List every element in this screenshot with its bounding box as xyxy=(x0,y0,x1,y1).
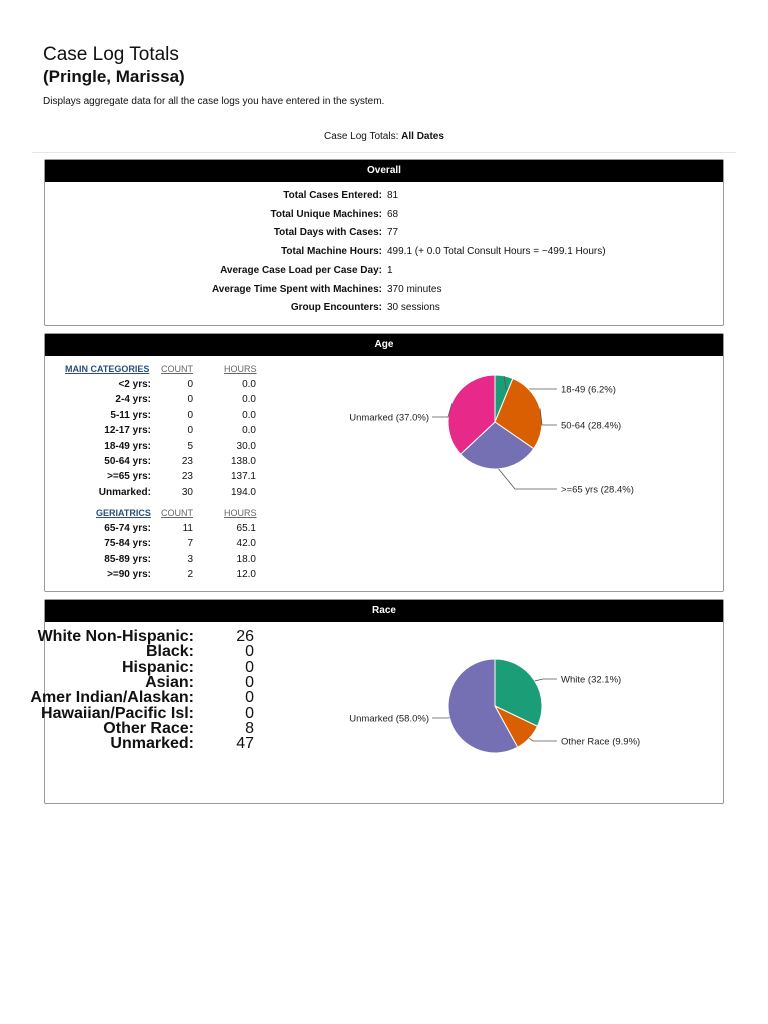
pie-leader-line xyxy=(432,403,452,417)
count-header[interactable]: COUNT xyxy=(161,364,193,374)
age-row-hours: 0.0 xyxy=(242,379,256,390)
pie-slice-label: 50-64 (28.4%) xyxy=(561,420,622,432)
age-row-hours: 0.0 xyxy=(242,409,256,421)
overall-row-value: 77 xyxy=(387,227,399,239)
age-row-label: 12-17 yrs: xyxy=(104,425,151,437)
race-row-count: 0 xyxy=(245,673,254,691)
age-row-label: 5-11 yrs: xyxy=(110,409,151,421)
race-row-count: 47 xyxy=(236,735,254,753)
overall-row xyxy=(45,208,725,222)
age-row-label: 85-89 yrs: xyxy=(104,553,151,565)
race-row-count: 0 xyxy=(245,689,254,707)
overall-row xyxy=(45,189,725,203)
age-row-label: 50-64 yrs: xyxy=(104,456,151,467)
race-row-count: 8 xyxy=(245,719,254,737)
age-panel xyxy=(44,333,724,592)
pie-slice-label: Other Race (9.9%) xyxy=(561,736,641,748)
race-row-count: 0 xyxy=(245,658,254,676)
pie-leader-line xyxy=(499,469,557,489)
page-subtitle: (Pringle, Marissa) xyxy=(43,67,185,86)
race-row-count: 0 xyxy=(245,704,254,722)
age-row-hours: 0.0 xyxy=(242,394,256,406)
race-panel xyxy=(30,599,724,804)
page-title: Case Log Totals xyxy=(43,44,179,65)
overall-row-value: 81 xyxy=(387,190,399,201)
age-row-count: 23 xyxy=(181,471,193,483)
geriatrics-header[interactable]: GERIATRICS xyxy=(96,508,151,518)
age-row-count: 0 xyxy=(187,409,193,421)
age-row-label: >=90 yrs: xyxy=(107,569,151,581)
age-row-label: >=65 yrs: xyxy=(107,471,151,483)
race-row-count: 0 xyxy=(245,643,254,661)
overall-row xyxy=(45,245,725,259)
race-row-label: White Non-Hispanic: xyxy=(37,628,194,645)
race-row-label: Asian: xyxy=(145,673,194,691)
age-row-hours: 0.0 xyxy=(242,425,256,437)
age-row-hours: 138.0 xyxy=(230,456,256,467)
overall-row-label: Average Case Load per Case Day: xyxy=(220,264,382,276)
pie-slice-label: 18-49 (6.2%) xyxy=(561,384,616,396)
age-pie-chart xyxy=(45,356,725,592)
race-row-label: Amer Indian/Alaskan: xyxy=(30,689,194,707)
overall-row-label: Average Time Spent with Machines: xyxy=(211,283,382,295)
age-row-count: 2 xyxy=(187,569,193,581)
age-row-hours: 12.0 xyxy=(236,569,256,581)
pie-leader-line xyxy=(529,738,557,741)
overall-row-value: 370 minutes xyxy=(387,283,442,295)
age-row-count: 3 xyxy=(187,553,193,565)
page-description: Displays aggregate data for all the case logs you have entered in the system. xyxy=(43,96,385,107)
pie-leader-line xyxy=(540,409,557,425)
age-row-count: 7 xyxy=(187,538,193,550)
age-row-label: 2-4 yrs: xyxy=(115,394,151,406)
age-row-count: 30 xyxy=(181,486,193,498)
race-panel-header: Race xyxy=(45,600,723,622)
age-row-hours: 137.1 xyxy=(230,471,256,483)
overall-row-value: 499.1 (+ 0.0 Total Consult Hours = ~499.1 Hours) xyxy=(387,246,606,258)
divider xyxy=(32,152,736,153)
date-filter xyxy=(0,131,768,142)
overall-row-label: Total Unique Machines: xyxy=(270,208,382,220)
race-row-count: 26 xyxy=(236,628,254,645)
age-row-hours: 65.1 xyxy=(236,523,256,534)
age-panel-header: Age xyxy=(45,334,723,356)
overall-row xyxy=(45,226,725,240)
age-row-label: 75-84 yrs: xyxy=(104,538,151,550)
overall-row-value: 1 xyxy=(387,264,393,276)
race-row-label: Hawaiian/Pacific Isl: xyxy=(41,704,194,722)
pie-slice-label: >=65 yrs (28.4%) xyxy=(561,484,634,496)
pie-leader-line xyxy=(535,679,557,681)
age-row-count: 11 xyxy=(182,523,193,534)
geriatrics-count-header[interactable]: COUNT xyxy=(161,508,193,518)
overall-row-label: Total Days with Cases: xyxy=(273,227,382,239)
age-row-count: 5 xyxy=(187,440,193,452)
age-row-count: 0 xyxy=(187,425,193,437)
age-row-hours: 30.0 xyxy=(236,440,256,452)
pie-slice-label: Unmarked (58.0%) xyxy=(349,713,429,725)
race-row-label: Unmarked: xyxy=(110,735,194,753)
overall-row xyxy=(45,264,725,278)
geriatrics-hours-header[interactable]: HOURS xyxy=(224,508,257,518)
age-row-hours: 42.0 xyxy=(236,538,256,550)
age-row-label: 18-49 yrs: xyxy=(104,440,151,452)
overall-row-value: 30 sessions xyxy=(387,302,440,314)
age-row-label: 65-74 yrs: xyxy=(104,523,151,534)
race-row-label: Other Race: xyxy=(103,719,194,737)
overall-panel-header: Overall xyxy=(45,160,723,182)
overall-row-label: Total Cases Entered: xyxy=(283,190,382,201)
overall-panel xyxy=(44,159,724,326)
age-row-hours: 194.0 xyxy=(230,486,256,498)
age-row-count: 0 xyxy=(187,379,193,390)
overall-row-label: Group Encounters: xyxy=(290,302,382,314)
pie-slice-label: White (32.1%) xyxy=(561,674,622,686)
race-pie-chart xyxy=(45,622,725,804)
overall-row xyxy=(45,301,725,315)
date-filter-label: Case Log Totals: xyxy=(324,131,399,142)
age-row-count: 0 xyxy=(187,394,193,406)
overall-row-label: Total Machine Hours: xyxy=(281,246,382,258)
main-categories-header[interactable]: MAIN CATEGORIES xyxy=(65,364,150,374)
race-row-label: Hispanic: xyxy=(121,658,194,676)
age-row-hours: 18.0 xyxy=(236,553,256,565)
pie-slice-label: Unmarked (37.0%) xyxy=(349,412,429,424)
race-row-label: Black: xyxy=(145,643,194,661)
age-row-count: 23 xyxy=(181,456,193,467)
overall-row xyxy=(45,283,725,297)
age-row-label: <2 yrs: xyxy=(118,379,151,390)
overall-row-value: 68 xyxy=(387,208,399,220)
hours-header[interactable]: HOURS xyxy=(224,364,257,374)
age-row-label: Unmarked: xyxy=(98,486,151,498)
date-filter-value: All Dates xyxy=(401,131,444,142)
